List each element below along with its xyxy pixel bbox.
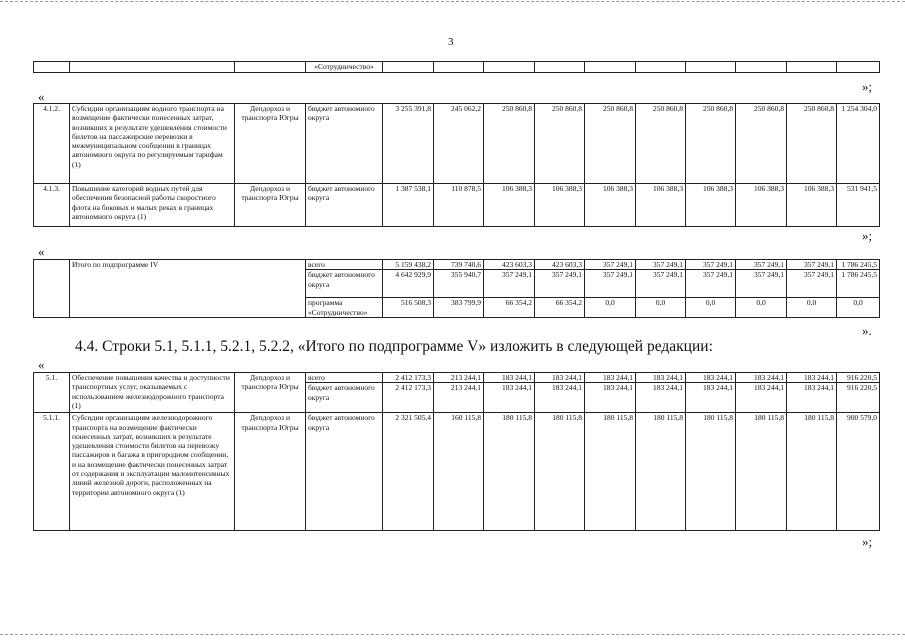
cell [34, 260, 70, 318]
measure-name: Повышение категорий водных путей для обеспечения безопасной работы скоростного флота на боковых и малых реках в границах автономного округа (1) [70, 184, 235, 227]
closing-quote-mark: ». [862, 323, 872, 338]
value-cell: 106 388,3 [484, 184, 535, 227]
table-total-subprogram-iv [33, 259, 880, 318]
value-cell: 357 249,1 [736, 270, 787, 298]
value-cell: 423 603,3 [484, 260, 535, 270]
measure-name: Субсидии организациям водного транспорта на возмещение фактически понесенных затрат, возникших в результате удешевления стоимости билетов на пассажирские перевозки в межмуниципальном сообщении в границах автономного округа по регулируемым тарифам (1) [70, 104, 235, 184]
value-cell: 183 244,1 [636, 383, 686, 413]
scan-edge-bottom [0, 634, 905, 635]
cell [434, 62, 484, 73]
value-cell: 183 244,1 [736, 383, 787, 413]
value-cell: 106 388,3 [736, 184, 787, 227]
table-row [34, 104, 880, 184]
executor: Депдорхоз и транспорта Югры [235, 373, 306, 413]
cell [585, 62, 636, 73]
row-number: 5.1. [34, 373, 70, 413]
closing-quote-mark: »; [862, 79, 873, 94]
funding-source: бюджет автономного округа [306, 270, 383, 298]
value-cell: 531 941,5 [837, 184, 880, 227]
value-cell: 245 062,2 [434, 104, 484, 184]
closing-quote-mark: »; [862, 534, 873, 549]
opening-quote-mark: « [38, 244, 45, 259]
funding-source: бюджет автономного округа [306, 383, 383, 413]
value-cell: 916 220,5 [837, 383, 880, 413]
table-row [34, 184, 880, 227]
value-cell: 180 115,8 [535, 413, 585, 531]
value-cell: 183 244,1 [686, 373, 736, 383]
funding-source: бюджет автономного округа [306, 184, 383, 227]
value-cell: 0,0 [686, 298, 736, 318]
executor: Депдорхоз и транспорта Югры [235, 104, 306, 184]
value-cell: 250 860,8 [636, 104, 686, 184]
value-cell: 250 860,8 [585, 104, 636, 184]
cell [383, 62, 434, 73]
value-cell: 0,0 [636, 298, 686, 318]
cell [787, 62, 837, 73]
table-row [34, 373, 880, 383]
value-cell: 739 740,6 [434, 260, 484, 270]
executor: Депдорхоз и транспорта Югры [235, 413, 306, 531]
value-cell: 0,0 [585, 298, 636, 318]
value-cell: 916 220,5 [837, 373, 880, 383]
value-cell: 357 249,1 [736, 260, 787, 270]
value-cell: 357 249,1 [484, 270, 535, 298]
value-cell: 2 412 173,3 [383, 383, 434, 413]
funding-source: бюджет автономного округа [306, 104, 383, 184]
value-cell: 180 115,8 [686, 413, 736, 531]
value-cell: 183 244,1 [686, 383, 736, 413]
value-cell: 106 388,3 [636, 184, 686, 227]
cell [837, 62, 880, 73]
value-cell: 183 244,1 [585, 383, 636, 413]
value-cell: 2 321 505,4 [383, 413, 434, 531]
table-row [34, 260, 880, 270]
value-cell: 183 244,1 [787, 373, 837, 383]
value-cell: 357 249,1 [585, 260, 636, 270]
value-cell: 355 940,7 [434, 270, 484, 298]
measure-name: Обеспечение повышения качества и доступности транспортных услуг, оказываемых с использованием железнодорожного транспорта (1) [70, 373, 235, 413]
table-row [34, 413, 880, 531]
value-cell: 106 388,3 [535, 184, 585, 227]
value-cell: 0,0 [736, 298, 787, 318]
opening-quote-mark: « [38, 89, 45, 104]
value-cell: 180 115,8 [787, 413, 837, 531]
value-cell: 250 860,8 [535, 104, 585, 184]
value-cell: 183 244,1 [736, 373, 787, 383]
value-cell: 0,0 [787, 298, 837, 318]
value-cell: 106 388,3 [686, 184, 736, 227]
cell [235, 62, 306, 73]
total-label: Итого по подпрограмме IV [70, 260, 306, 318]
value-cell: 183 244,1 [787, 383, 837, 413]
value-cell: 357 249,1 [686, 260, 736, 270]
cell [535, 62, 585, 73]
value-cell: 3 255 391,8 [383, 104, 434, 184]
value-cell: 423 603,3 [535, 260, 585, 270]
cell [736, 62, 787, 73]
row-number: 5.1.1. [34, 413, 70, 531]
value-cell: 516 508,3 [383, 298, 434, 318]
executor: Депдорхоз и транспорта Югры [235, 184, 306, 227]
value-cell: 110 878,5 [434, 184, 484, 227]
section-heading: 4.4. Строки 5.1, 5.1.1, 5.2.1, 5.2.2, «Итого по подпрограмме V» изложить в следующей редакции: [75, 338, 713, 355]
value-cell: 357 249,1 [636, 260, 686, 270]
value-cell: 183 244,1 [636, 373, 686, 383]
row-number: 4.1.2. [34, 104, 70, 184]
page-number: 3 [448, 36, 454, 48]
value-cell: 1 786 245,5 [837, 260, 880, 270]
value-cell: 106 388,3 [787, 184, 837, 227]
value-cell: 160 115,8 [434, 413, 484, 531]
table-rows-4-1 [33, 103, 880, 227]
value-cell: 1 786 245,5 [837, 270, 880, 298]
value-cell: 1 254 304,0 [837, 104, 880, 184]
value-cell: 250 860,8 [787, 104, 837, 184]
value-cell: 2 412 173,3 [383, 373, 434, 383]
opening-quote-mark: « [38, 357, 45, 372]
value-cell: 900 579,0 [837, 413, 880, 531]
value-cell: 383 799,9 [434, 298, 484, 318]
value-cell: 357 249,1 [535, 270, 585, 298]
row-number: 4.1.3. [34, 184, 70, 227]
value-cell: 0,0 [837, 298, 880, 318]
value-cell: 250 860,8 [484, 104, 535, 184]
value-cell: 183 244,1 [535, 383, 585, 413]
table-rows-5-1 [33, 372, 880, 531]
closing-quote-mark: »; [862, 228, 873, 243]
value-cell: 183 244,1 [535, 373, 585, 383]
value-cell: 4 642 929,9 [383, 270, 434, 298]
value-cell: 357 249,1 [787, 270, 837, 298]
value-cell: 180 115,8 [484, 413, 535, 531]
value-cell: 250 860,8 [736, 104, 787, 184]
value-cell: 5 159 438,2 [383, 260, 434, 270]
value-cell: 1 387 538,1 [383, 184, 434, 227]
value-cell: 213 244,1 [434, 373, 484, 383]
value-cell: 213 244,1 [434, 383, 484, 413]
funding-source: всего [306, 373, 383, 383]
source-cell: «Сотрудничество» [306, 62, 383, 73]
value-cell: 66 354,2 [484, 298, 535, 318]
funding-source: бюджет автономного округа [306, 413, 383, 531]
measure-name: Субсидии организациям железнодорожного транспорта на возмещение фактически понесенных затрат, возникших в результате удешевления стоимости билетов на перевозку пассажиров и багажа в пригородном сообщении, и на возмещение фактически понесенных затрат от содержания и эксплуатации малоинтенсивных линий железной дороги, расположенных на территории автономного округа (1) [70, 413, 235, 531]
value-cell: 250 860,8 [686, 104, 736, 184]
funding-source: программа «Сотрудничество» [306, 298, 383, 318]
scan-edge-top [0, 1, 905, 2]
cell [484, 62, 535, 73]
value-cell: 66 354,2 [535, 298, 585, 318]
cell [34, 62, 70, 73]
value-cell: 183 244,1 [484, 373, 535, 383]
value-cell: 106 388,3 [585, 184, 636, 227]
table-top-fragment [33, 61, 880, 73]
value-cell: 357 249,1 [787, 260, 837, 270]
value-cell: 183 244,1 [484, 383, 535, 413]
value-cell: 183 244,1 [585, 373, 636, 383]
funding-source: всего [306, 260, 383, 270]
value-cell: 180 115,8 [636, 413, 686, 531]
cell [686, 62, 736, 73]
value-cell: 357 249,1 [636, 270, 686, 298]
cell [70, 62, 235, 73]
value-cell: 357 249,1 [585, 270, 636, 298]
value-cell: 180 115,8 [736, 413, 787, 531]
value-cell: 357 249,1 [686, 270, 736, 298]
value-cell: 180 115,8 [585, 413, 636, 531]
cell [636, 62, 686, 73]
